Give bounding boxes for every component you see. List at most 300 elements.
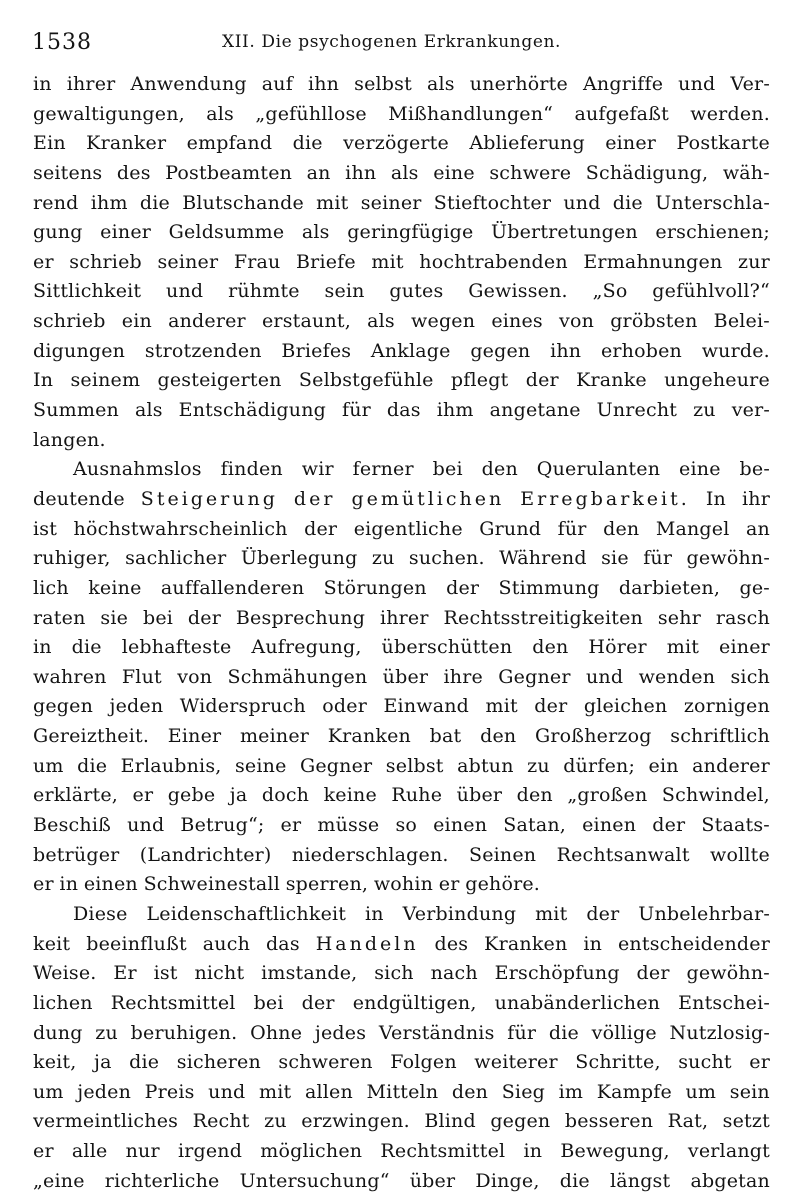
- word: erschienen;: [655, 221, 770, 244]
- word: bei: [432, 458, 463, 481]
- word: einer: [100, 221, 152, 244]
- word: Recht: [192, 1110, 250, 1133]
- word: verlangt: [687, 1140, 770, 1163]
- word: als: [206, 102, 234, 125]
- word: des: [434, 932, 469, 955]
- word: sie: [601, 547, 629, 570]
- word: wenden: [638, 665, 716, 688]
- word: er: [280, 814, 302, 837]
- word: die: [129, 1051, 160, 1074]
- word: möglichen: [260, 1140, 363, 1163]
- word: ihn: [345, 161, 377, 184]
- word: mit: [485, 695, 518, 718]
- text-line: [33, 458, 770, 488]
- word: ja: [229, 784, 248, 807]
- word: Staats-: [701, 814, 770, 837]
- word: In: [705, 487, 726, 510]
- word: er: [33, 873, 54, 896]
- word: raten: [33, 606, 86, 629]
- word: das: [386, 399, 421, 422]
- word: Anwendung: [130, 73, 247, 95]
- word: Rat,: [667, 1110, 709, 1133]
- word: auch: [202, 932, 251, 955]
- word: erklärte,: [33, 784, 119, 807]
- word: angetane: [489, 399, 581, 422]
- word: der: [636, 962, 670, 985]
- page-number: 1538: [32, 30, 92, 55]
- word: lichen: [33, 991, 93, 1014]
- text-line: [33, 1140, 770, 1170]
- word: den: [480, 725, 517, 748]
- word: gewöhn-: [686, 547, 770, 570]
- word: sperren,: [285, 873, 369, 896]
- word: sich: [730, 665, 770, 688]
- emphasized-word: Erregbarkeit.: [520, 487, 690, 510]
- word: und: [585, 665, 624, 688]
- word: wegen: [411, 310, 476, 333]
- word: anderer: [692, 754, 770, 777]
- word: bat: [429, 725, 462, 748]
- word: gehöre.: [465, 873, 541, 896]
- text-line: [33, 103, 770, 133]
- word: als: [134, 399, 163, 422]
- word: Rechtsanwalt: [556, 843, 690, 866]
- word: gefühlvoll?“: [652, 280, 770, 303]
- word: Er: [113, 962, 137, 985]
- word: für: [643, 547, 673, 570]
- word: keine: [88, 576, 142, 599]
- word: Seinen: [468, 843, 537, 866]
- word: der: [304, 517, 338, 540]
- word: Geldsumme: [168, 221, 285, 244]
- word: der: [187, 606, 222, 629]
- emphasized-word: gemütlichen: [351, 487, 505, 510]
- word: Kranke: [576, 369, 647, 392]
- word: „großen: [567, 784, 648, 807]
- text-line: [33, 162, 770, 192]
- word: Erschöpfung: [494, 962, 620, 985]
- word: Gegner: [498, 665, 571, 688]
- word: mit: [316, 191, 349, 214]
- word: bei: [142, 606, 174, 629]
- word: im: [558, 1080, 584, 1103]
- word: in: [33, 73, 52, 95]
- word: Rechtsmittel: [380, 1140, 506, 1163]
- text-line: [33, 784, 770, 814]
- word: digungen: [33, 339, 126, 362]
- word: beeinflußt: [86, 932, 187, 955]
- word: Stimmung: [498, 576, 600, 599]
- text-line: [33, 903, 770, 933]
- word: lich: [33, 576, 69, 599]
- word: „gefühllose: [255, 102, 367, 125]
- word: nach: [430, 962, 478, 985]
- text-line: [33, 577, 770, 607]
- word: schrieb: [69, 250, 142, 273]
- word: Summen: [33, 399, 119, 422]
- word: die: [77, 754, 108, 777]
- word: die: [559, 1169, 590, 1192]
- word: Schweinestall: [143, 873, 280, 896]
- word: Unrecht: [596, 399, 678, 422]
- word: Unbelehrbar-: [638, 902, 770, 925]
- word: doch: [261, 784, 310, 807]
- text-line: [33, 399, 770, 429]
- word: auf: [261, 73, 293, 95]
- word: als: [426, 73, 455, 95]
- word: ihrer: [379, 606, 429, 629]
- word: ihn: [307, 73, 340, 95]
- word: selbst: [354, 73, 412, 95]
- word: erzwingen.: [301, 1110, 410, 1133]
- word: ihrer: [66, 73, 116, 95]
- word: irgend: [177, 1140, 243, 1163]
- word: von: [177, 665, 213, 688]
- word: Blind: [424, 1110, 476, 1133]
- word: mit: [666, 636, 700, 659]
- word: Dinge,: [475, 1169, 540, 1192]
- text-line: [33, 132, 770, 162]
- word: wohin: [373, 873, 434, 896]
- word: Weise.: [33, 962, 97, 985]
- word: jeden: [109, 695, 164, 718]
- word: gegen: [470, 339, 531, 362]
- word: um: [33, 754, 64, 777]
- word: Einwand: [383, 695, 470, 718]
- text-line: [33, 547, 770, 577]
- word: und: [678, 73, 716, 95]
- word: besseren: [564, 1110, 654, 1133]
- word: gegen: [490, 1110, 551, 1133]
- word: sich: [374, 962, 414, 985]
- word: empfand: [186, 132, 273, 155]
- word: um: [685, 1080, 717, 1103]
- word: Grund: [479, 517, 542, 540]
- word: keine: [323, 784, 377, 807]
- word: langen.: [33, 428, 106, 451]
- word: nur: [125, 1140, 160, 1163]
- text-line: [33, 192, 770, 222]
- emphasized-word: Steigerung: [140, 487, 278, 510]
- word: gewöhn-: [686, 962, 770, 985]
- word: in: [59, 873, 79, 896]
- word: Während: [499, 547, 587, 570]
- word: wollte: [710, 843, 770, 866]
- word: Großherzog: [535, 725, 652, 748]
- word: mit: [535, 902, 568, 925]
- word: setzt: [722, 1110, 770, 1133]
- word: ist: [33, 517, 58, 540]
- word: für: [557, 517, 587, 540]
- word: Unterschla-: [655, 191, 770, 214]
- word: an: [306, 161, 331, 184]
- word: über: [456, 784, 503, 807]
- word: sein: [729, 1080, 770, 1103]
- word: Besprechung: [235, 606, 366, 629]
- word: entscheidender: [617, 932, 770, 955]
- word: für: [507, 1021, 537, 1044]
- word: der: [446, 576, 480, 599]
- text-line: [33, 992, 770, 1022]
- word: Folgen: [390, 1051, 457, 1074]
- word: gutes: [389, 280, 444, 303]
- word: als: [301, 221, 330, 244]
- word: zu: [693, 399, 716, 422]
- word: nicht: [194, 962, 245, 985]
- word: Kampfe: [596, 1080, 672, 1103]
- word: Ablieferung: [469, 132, 585, 155]
- text-line: [33, 933, 770, 963]
- word: werden.: [690, 102, 770, 125]
- word: Einer: [167, 725, 222, 748]
- word: Sieg: [501, 1080, 546, 1103]
- text-line: [33, 844, 770, 874]
- word: auffallenderen: [160, 576, 305, 599]
- word: ihr: [741, 487, 770, 510]
- word: die: [548, 1021, 579, 1044]
- word: geringfügige: [347, 221, 474, 244]
- word: jeden: [77, 1080, 132, 1103]
- word: so: [395, 814, 418, 837]
- text-line: [33, 310, 770, 340]
- word: Störungen: [323, 576, 427, 599]
- word: deutende: [33, 487, 125, 510]
- word: den: [603, 517, 640, 540]
- word: er: [749, 1051, 770, 1074]
- word: beruhigen.: [130, 1021, 238, 1044]
- word: mit: [259, 1080, 292, 1103]
- word: gleichen: [583, 695, 668, 718]
- word: sehr: [657, 606, 701, 629]
- word: alle: [71, 1140, 108, 1163]
- word: ihm: [90, 191, 128, 214]
- word: unabänderlichen: [494, 991, 661, 1014]
- word: längst: [609, 1169, 671, 1192]
- word: meiner: [239, 725, 310, 748]
- running-head: XII. Die psychogenen Erkrankungen.: [222, 32, 562, 52]
- word: und: [166, 280, 204, 303]
- word: Blutschande: [182, 191, 304, 214]
- word: den: [532, 636, 569, 659]
- word: keit: [33, 932, 71, 955]
- word: endgültigen,: [352, 991, 477, 1014]
- word: als: [367, 310, 395, 333]
- word: In: [33, 369, 54, 392]
- word: gesteigerten: [157, 369, 282, 392]
- word: Frau: [233, 250, 281, 273]
- word: aufgefaßt: [574, 102, 669, 125]
- word: be-: [739, 458, 770, 481]
- word: den: [516, 784, 553, 807]
- word: gewaltigungen,: [33, 102, 185, 125]
- word: unerhörte: [469, 73, 568, 95]
- word: Bewegung,: [560, 1140, 670, 1163]
- word: völlige: [591, 1021, 657, 1044]
- text-line: [33, 1051, 770, 1081]
- word: rend: [33, 191, 79, 214]
- word: eines: [491, 310, 543, 333]
- word: Gegner: [299, 754, 373, 777]
- word: abtun: [457, 754, 514, 777]
- word: Rechtsstreitigkeiten: [443, 606, 643, 629]
- word: Postbeamten: [165, 161, 293, 184]
- text-line: [33, 666, 770, 696]
- word: richterliche: [104, 1169, 220, 1192]
- word: ihre: [443, 665, 483, 688]
- word: das: [265, 932, 300, 955]
- word: rasch: [715, 606, 770, 629]
- text-line: [33, 1081, 770, 1111]
- word: für: [341, 399, 371, 422]
- text-line: [33, 73, 770, 103]
- text-line: [33, 725, 770, 755]
- text-line: [33, 221, 770, 251]
- word: über: [409, 1169, 456, 1192]
- word: Mangel: [655, 517, 730, 540]
- word: der: [525, 369, 559, 392]
- word: ruhiger,: [33, 547, 111, 570]
- word: niederschlagen.: [291, 843, 449, 866]
- word: Entschädigung: [178, 399, 327, 422]
- word: Ruhe: [391, 784, 443, 807]
- word: wäh-: [722, 161, 770, 184]
- word: Verbindung: [402, 902, 517, 925]
- word: strotzenden: [144, 339, 262, 362]
- word: hochtrabenden: [419, 250, 568, 273]
- word: (Landrichter): [139, 843, 272, 866]
- word: ja: [94, 1051, 112, 1074]
- word: ein: [648, 754, 679, 777]
- word: Mißhandlungen“: [388, 102, 554, 125]
- body-text: [33, 73, 770, 1199]
- word: Übertretungen: [491, 221, 638, 244]
- word: ist: [153, 962, 178, 985]
- word: Mitteln: [366, 1080, 439, 1103]
- word: Ver-: [730, 73, 770, 95]
- text-line: [33, 636, 770, 666]
- word: Nutzlosig-: [669, 1021, 770, 1044]
- word: schrieb: [33, 310, 106, 333]
- emphasized-word: der: [293, 487, 336, 510]
- word: zu: [95, 1021, 118, 1044]
- word: ein: [121, 310, 152, 333]
- word: den: [451, 1080, 489, 1103]
- emphasized-word: Handeln: [315, 932, 419, 955]
- word: bei: [253, 991, 284, 1014]
- word: Aufregung,: [251, 636, 362, 659]
- word: dürfen;: [563, 754, 636, 777]
- page-header: [0, 30, 800, 60]
- word: die: [612, 191, 643, 214]
- word: Schmähungen: [227, 665, 368, 688]
- text-line: [33, 695, 770, 725]
- word: von: [559, 310, 595, 333]
- word: zu: [527, 754, 550, 777]
- word: eine: [433, 161, 475, 184]
- text-line: [33, 429, 770, 459]
- word: der: [586, 902, 620, 925]
- word: er: [33, 250, 54, 273]
- word: mit: [371, 250, 404, 273]
- word: der: [301, 991, 335, 1014]
- word: der: [652, 814, 686, 837]
- word: Ausnahmslos: [73, 458, 202, 481]
- word: er: [132, 784, 154, 807]
- word: weiterer: [474, 1051, 558, 1074]
- word: Schädigung,: [585, 161, 709, 184]
- text-line: [33, 1110, 770, 1140]
- word: Briefes: [281, 339, 352, 362]
- word: selbst: [385, 754, 444, 777]
- word: Stieftochter: [433, 191, 552, 214]
- word: Untersuchung“: [239, 1169, 390, 1192]
- word: allen: [304, 1080, 353, 1103]
- word: zur: [737, 250, 770, 273]
- word: Beschiß: [33, 814, 112, 837]
- word: Gewissen.: [468, 280, 568, 303]
- word: gröbsten: [610, 310, 698, 333]
- word: finden: [220, 458, 283, 481]
- word: in: [583, 932, 603, 955]
- word: zu: [371, 547, 395, 570]
- word: Kranken: [484, 932, 568, 955]
- word: Angriffe: [582, 73, 664, 95]
- word: ungeheure: [664, 369, 770, 392]
- text-line: [33, 1022, 770, 1052]
- word: die: [71, 636, 102, 659]
- word: wahren: [33, 665, 107, 688]
- word: und: [127, 814, 165, 837]
- word: sie: [100, 606, 129, 629]
- word: in: [365, 902, 384, 925]
- word: schriftlich: [670, 725, 770, 748]
- word: Überlegung: [240, 547, 358, 570]
- word: des: [116, 161, 151, 184]
- word: er: [438, 873, 460, 896]
- word: darbieten,: [618, 576, 721, 599]
- word: einer: [719, 636, 770, 659]
- word: „So: [592, 280, 628, 303]
- word: sachlicher: [125, 547, 227, 570]
- word: Kranker: [86, 132, 167, 155]
- word: ihm: [436, 399, 474, 422]
- word: pflegt: [450, 369, 509, 392]
- word: Rechtsmittel: [110, 991, 236, 1014]
- word: in: [33, 636, 52, 659]
- text-line: [33, 873, 770, 903]
- word: müsse: [317, 814, 380, 837]
- word: keit,: [33, 1051, 77, 1074]
- word: Flut: [121, 665, 162, 688]
- word: wir: [301, 458, 334, 481]
- word: gung: [33, 221, 83, 244]
- word: anderer: [168, 310, 246, 333]
- word: ihn: [550, 339, 582, 362]
- word: ge-: [739, 576, 770, 599]
- word: Hörer: [588, 636, 647, 659]
- text-line: [33, 1170, 770, 1199]
- word: Briefe: [296, 250, 356, 273]
- text-line: [33, 251, 770, 281]
- word: Ein: [33, 132, 66, 155]
- word: Postkarte: [676, 132, 770, 155]
- word: Schritte,: [575, 1051, 661, 1074]
- word: Schwindel,: [661, 784, 770, 807]
- text-line: [33, 518, 770, 548]
- word: imstande,: [261, 962, 358, 985]
- word: Selbstgefühle: [298, 369, 434, 392]
- word: gebe: [167, 784, 216, 807]
